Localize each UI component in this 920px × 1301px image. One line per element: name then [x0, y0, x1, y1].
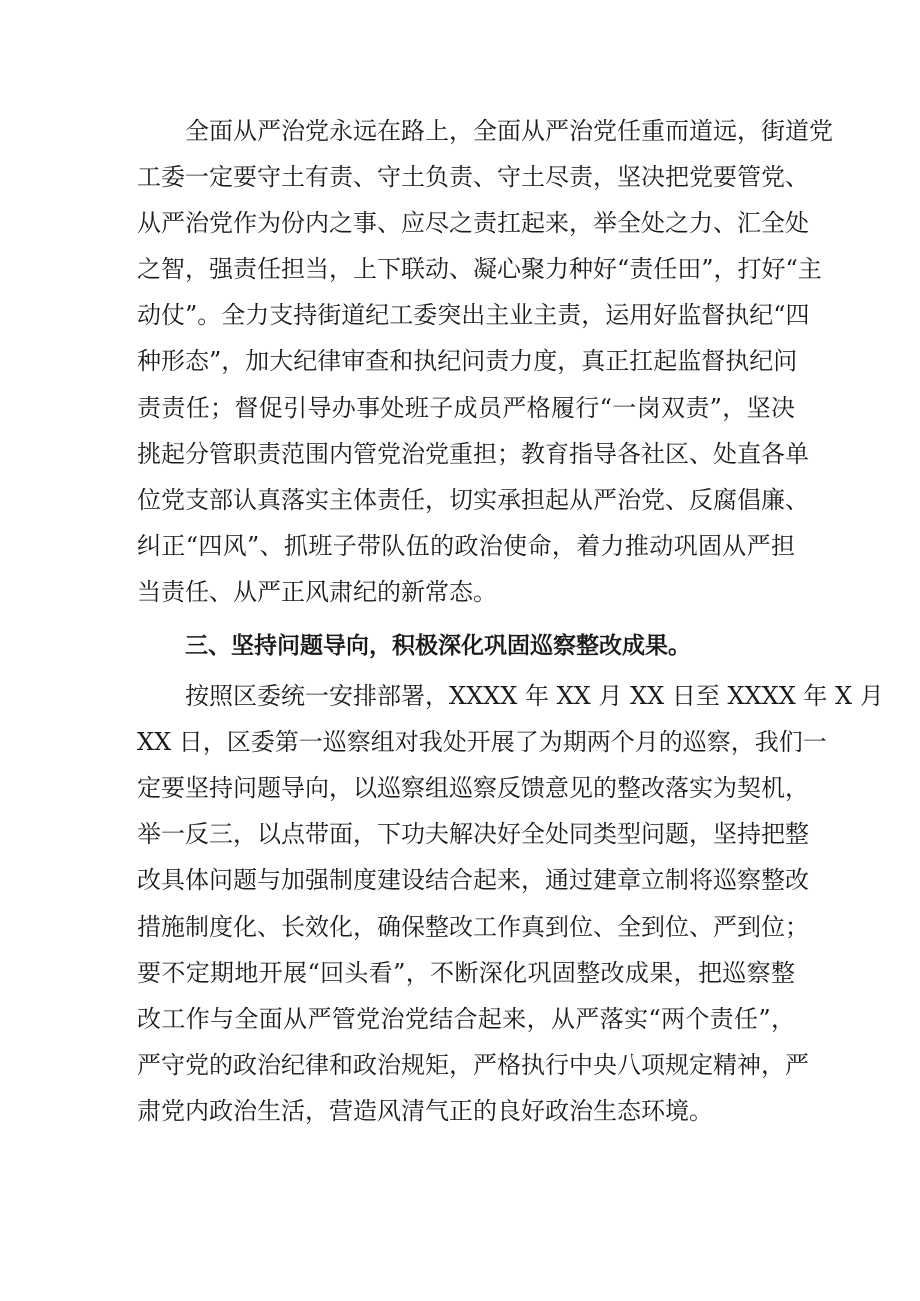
paragraph-line: 改工作与全面从严管党治党结合起来，从严落实“两个责任”， — [137, 1004, 795, 1033]
paragraph-line: 按照区委统一安排部署，XXXX 年 XX 月 XX 日至 XXXX 年 X 月 — [185, 682, 884, 711]
paragraph-line: 当责任、从严正风肃纪的新常态。 — [137, 577, 497, 606]
section-heading: 三、坚持问题导向，积极深化巩固巡察整改成果。 — [185, 633, 691, 660]
paragraph-line: 责责任；督促引导办事处班子成员严格履行“一岗双责”，坚决 — [137, 393, 795, 422]
paragraph-line: 举一反三，以点带面，下功夫解决好全处同类型问题，坚持把整 — [137, 820, 809, 849]
paragraph-line: 改具体问题与加强制度建设结合起来，通过建章立制将巡察整改 — [137, 866, 809, 895]
paragraph-line: 措施制度化、长效化，确保整改工作真到位、全到位、严到位； — [137, 912, 809, 941]
paragraph-1 — [137, 108, 833, 615]
paragraph-line: 严守党的政治纪律和政治规矩，严格执行中央八项规定精神，严 — [137, 1050, 809, 1079]
paragraph-line: 肃党内政治生活，营造风清气正的良好政治生态环境。 — [137, 1096, 713, 1125]
paragraph-line: 之智，强责任担当，上下联动、凝心聚力种好“责任田”，打好“主 — [137, 255, 822, 284]
paragraph-line: XX 日，区委第一巡察组对我处开展了为期两个月的巡察，我们一 — [137, 728, 827, 757]
paragraph-line: 要不定期地开展“回头看”，不断深化巩固整改成果，把巡察整 — [137, 958, 795, 987]
paragraph-line: 工委一定要守土有责、守土负责、守土尽责，坚决把党要管党、 — [137, 163, 809, 192]
paragraph-line: 动仗”。全力支持街道纪工委突出主业主责，运用好监督执纪“四 — [137, 301, 810, 330]
paragraph-line: 位党支部认真落实主体责任，切实承担起从严治党、反腐倡廉、 — [137, 485, 809, 514]
paragraph-2 — [137, 673, 884, 1134]
paragraph-line: 定要坚持问题导向，以巡察组巡察反馈意见的整改落实为契机， — [137, 774, 809, 803]
paragraph-line: 挑起分管职责范围内管党治党重担；教育指导各社区、处直各单 — [137, 439, 809, 468]
paragraph-line: 从严治党作为份内之事、应尽之责扛起来，举全处之力、汇全处 — [137, 209, 809, 238]
paragraph-line: 种形态”，加大纪律审查和执纪问责力度，真正扛起监督执纪问 — [137, 347, 798, 376]
document-body — [137, 108, 884, 1134]
paragraph-line: 全面从严治党永远在路上，全面从严治党任重而道远，街道党 — [185, 117, 833, 145]
paragraph-line: 纠正“四风”、抓班子带队伍的政治使命，着力推动巩固从严担 — [137, 531, 795, 560]
